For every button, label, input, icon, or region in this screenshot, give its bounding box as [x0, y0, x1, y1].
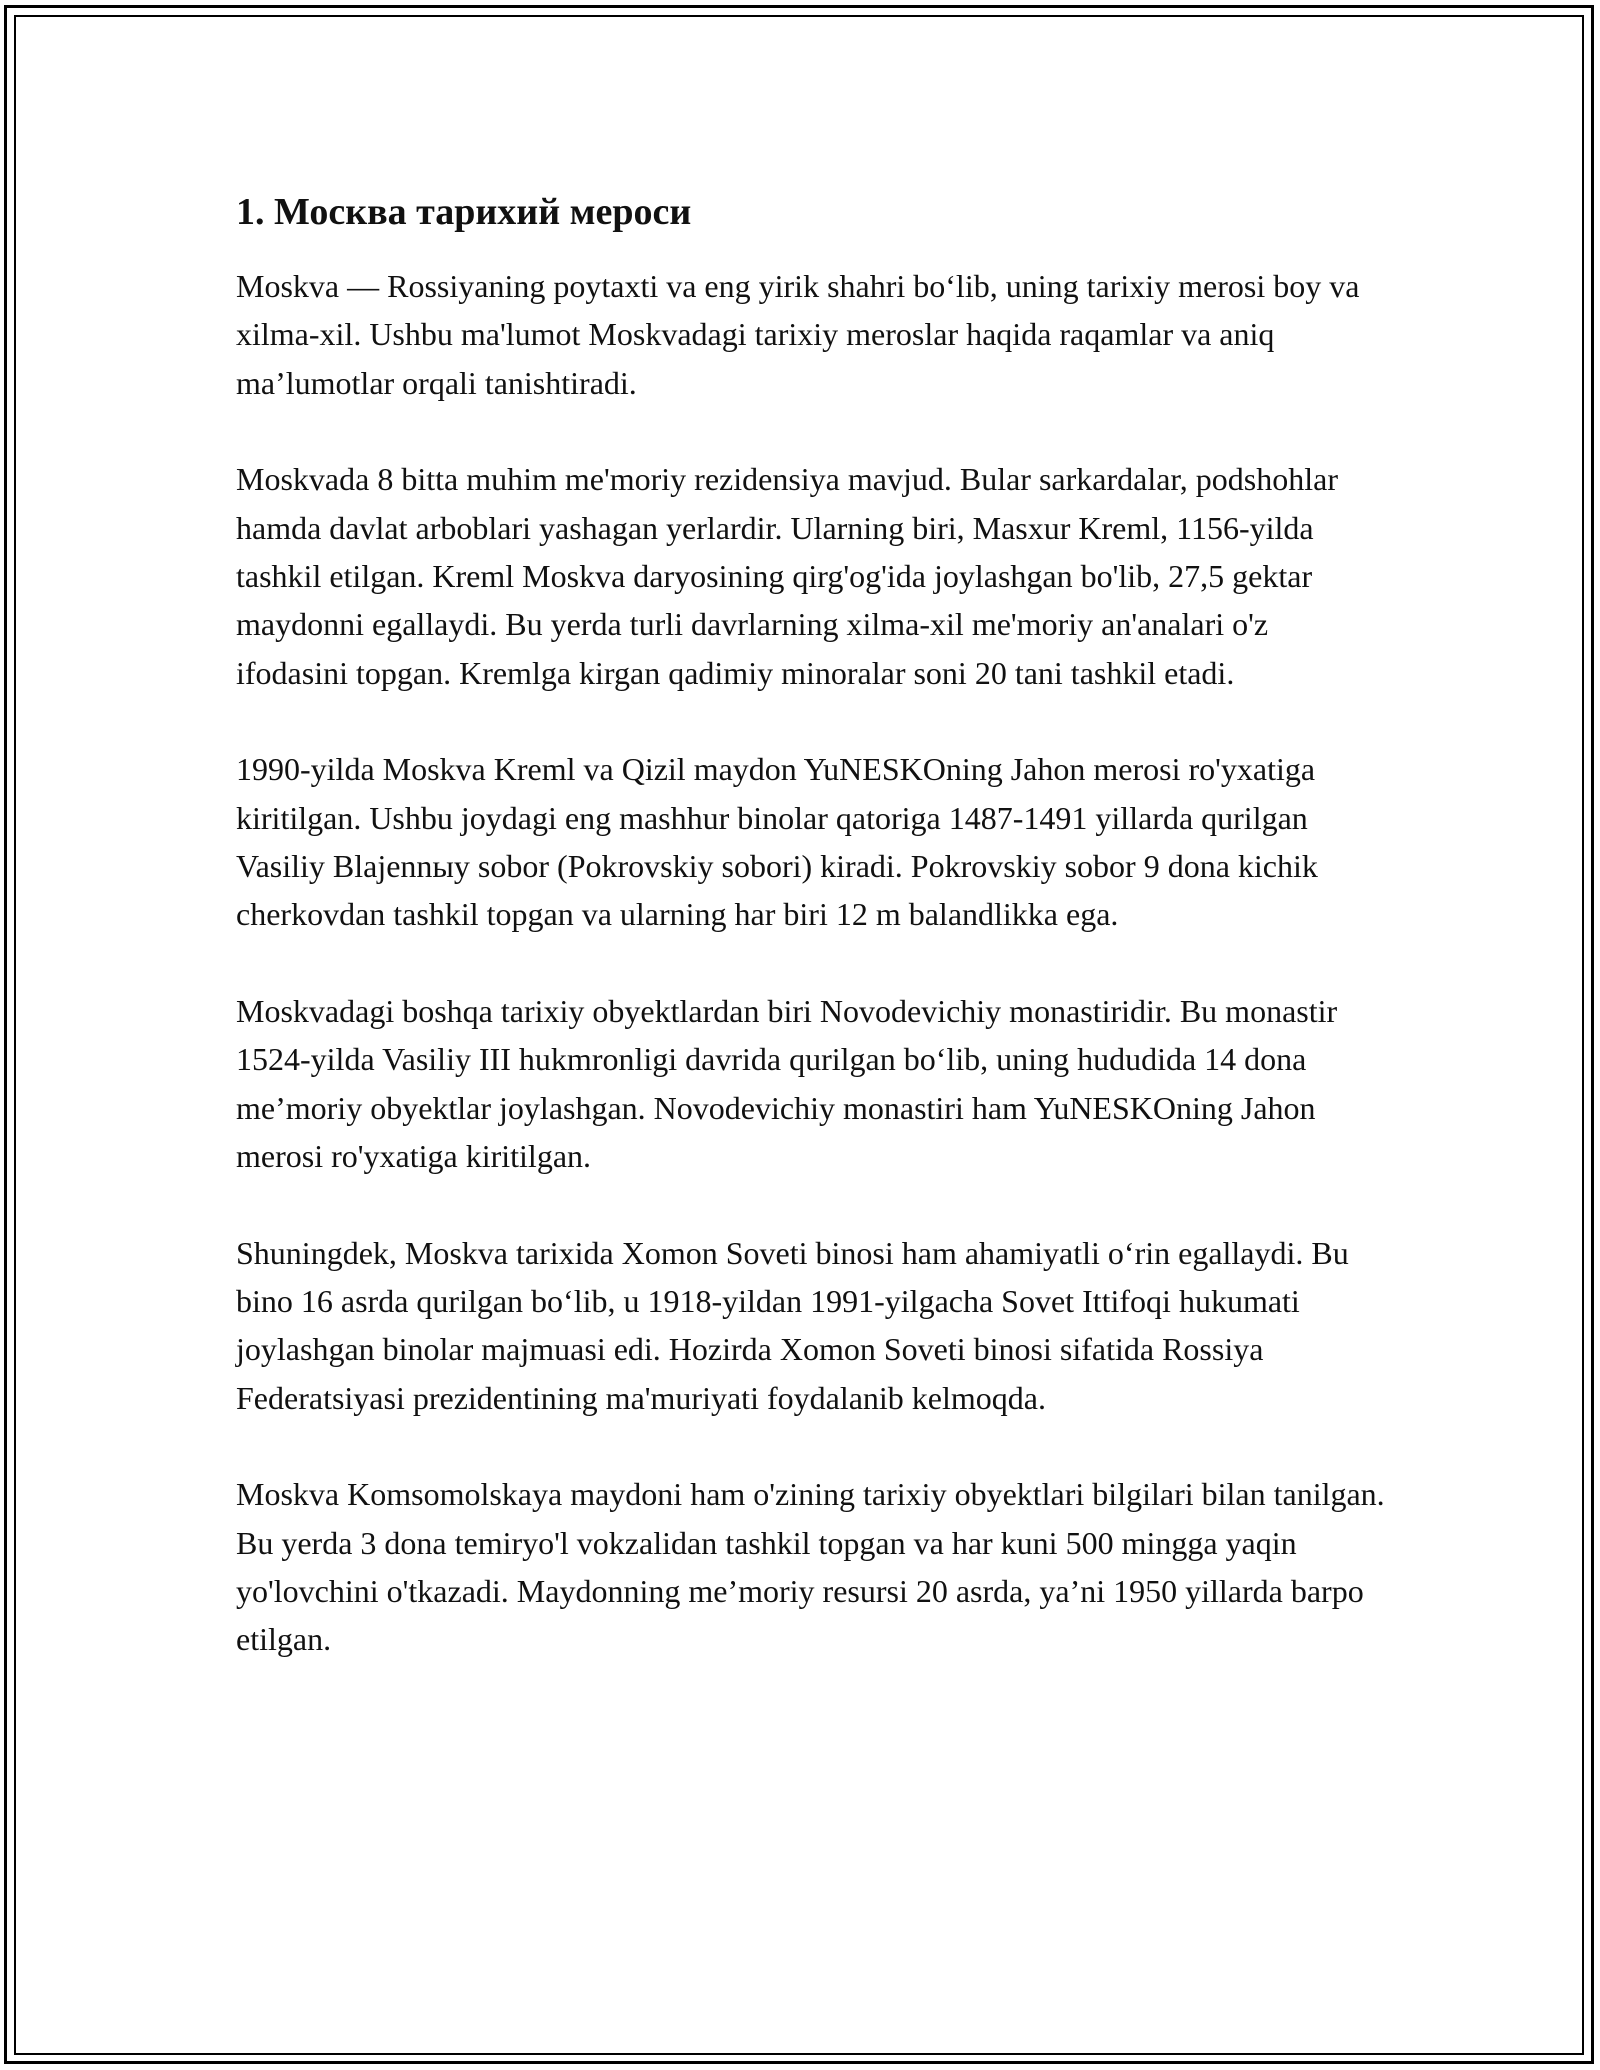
paragraph-intro: Moskva — Rossiyaning poytaxti va eng yirik shahri bo‘lib, uning tarixiy merosi boy va xilma-xil. Ushbu ma'lumot Moskvadagi tarixiy meroslar haqida raqamlar va aniq ma’lumotlar orqali tanishtiradi. [236, 268, 1360, 401]
paragraph-kremlin: Moskvada 8 bitta muhim me'moriy rezidensiya mavjud. Bular sarkardalar, podshohlar hamda davlat arboblari yashagan yerlardir. Ularning biri, Masxur Kreml, 1156-yilda tashkil etilgan. Kreml Moskva daryosining qirg'og'ida joylashgan bo'lib, 27,5 gektar maydonni egallaydi. Bu yerda turli davrlarning xilma-xil me'moriy an'analari o'z ifodasini topgan. Kremlga kirgan qadimiy minoralar soni 20 tani tashkil etadi. [236, 461, 1338, 691]
document-body [236, 184, 1386, 1712]
paragraph-komsomolskaya: Moskva Komsomolskaya maydoni ham o'zining tarixiy obyektlari bilgilari bilan tanilgan. Bu yerda 3 dona temiryo'l vokzalidan tashkil topgan va har kuni 500 mingga yaqin yo'lovchini o'tkazadi. Maydonning me’moriy resursi 20 asrda, ya’ni 1950 yillarda barpo etilgan. [236, 1476, 1385, 1658]
paragraph-red-square: 1990-yilda Moskva Kreml va Qizil maydon YuNESKOning Jahon merosi ro'yxatiga kiritilgan. Ushbu joydagi eng mashhur binolar qatoriga 1487-1491 yillarda qurilgan Vasiliy Blajennыy sobor (Pokrovskiy sobori) kiradi. Pokrovskiy sobor 9 dona kichik cherkovdan tashkil topgan va ularning har biri 12 m balandlikka ega. [236, 751, 1318, 933]
section-heading: 1. Москва тарихий мероси [236, 191, 692, 233]
paragraph-novodevichy: Moskvadagi boshqa tarixiy obyektlardan biri Novodevichiy monastiridir. Bu monastir 1524-yilda Vasiliy III hukmronligi davrida qurilgan bo‘lib, uning hududida 14 dona me’moriy obyektlar joylashgan. Novodevichiy monastiri ham YuNESKOning Jahon merosi ro'yxatiga kiritilgan. [236, 992, 1338, 1175]
paragraph-soviet-building: Shuningdek, Moskva tarixida Xomon Soveti binosi ham ahamiyatli o‘rin egallaydi. Bu bino 16 asrda qurilgan bo‘lib, u 1918-yildan 1991-yilgacha Sovet Ittifoqi hukumati joylashgan binolar majmuasi edi. Hozirda Xomon Soveti binosi sifatida Rossiya Federatsiyasi prezidentining ma'muriyati foydalanib kelmoqda. [236, 1234, 1349, 1416]
